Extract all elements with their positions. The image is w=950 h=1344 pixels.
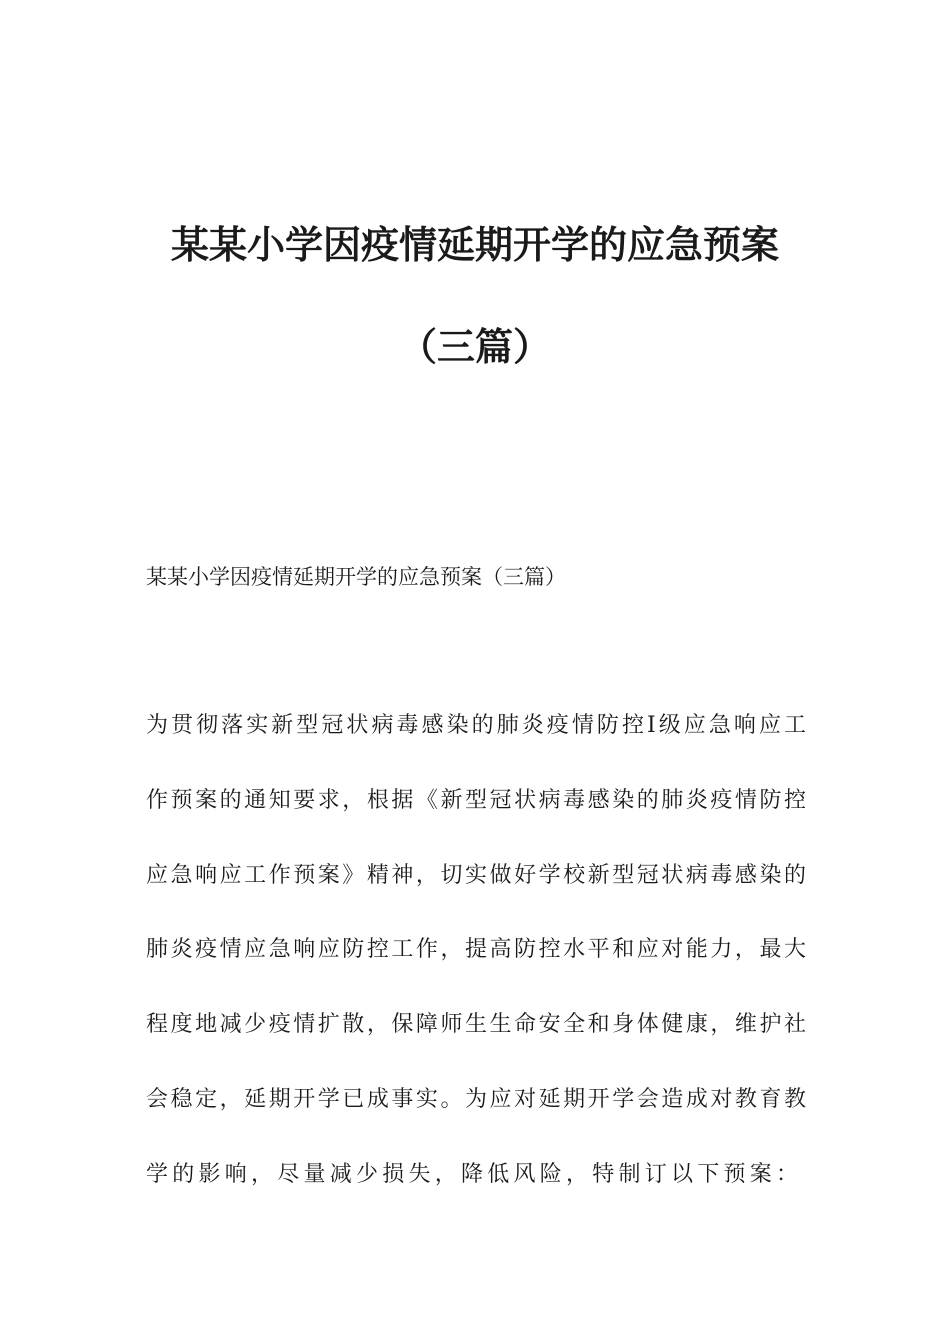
paragraph-line: 程度地减少疫情扩散，保障师生生命安全和身体健康，维护社 <box>146 1012 806 1037</box>
paragraph-line: 应急响应工作预案》精神，切实做好学校新型冠状病毒感染的 <box>146 863 806 888</box>
paragraph-line: 肺炎疫情应急响应防控工作，提高防控水平和应对能力，最大 <box>146 937 806 962</box>
document-title-line-1: 某某小学因疫情延期开学的应急预案 <box>170 223 779 267</box>
paragraph-line: 会稳定，延期开学已成事实。为应对延期开学会造成对教育教 <box>146 1087 806 1112</box>
document-title-line-2: （三篇） <box>398 325 551 369</box>
document-subtitle: 某某小学因疫情延期开学的应急预案（三篇） <box>146 565 566 589</box>
paragraph-line: 为贯彻落实新型冠状病毒感染的肺炎疫情防控Ⅰ级应急响应工 <box>146 713 806 738</box>
paragraph-line: 作预案的通知要求，根据《新型冠状病毒感染的肺炎疫情防控 <box>146 788 806 813</box>
paragraph-line: 学的影响，尽量减少损失，降低风险，特制订以下预案： <box>146 1162 798 1187</box>
